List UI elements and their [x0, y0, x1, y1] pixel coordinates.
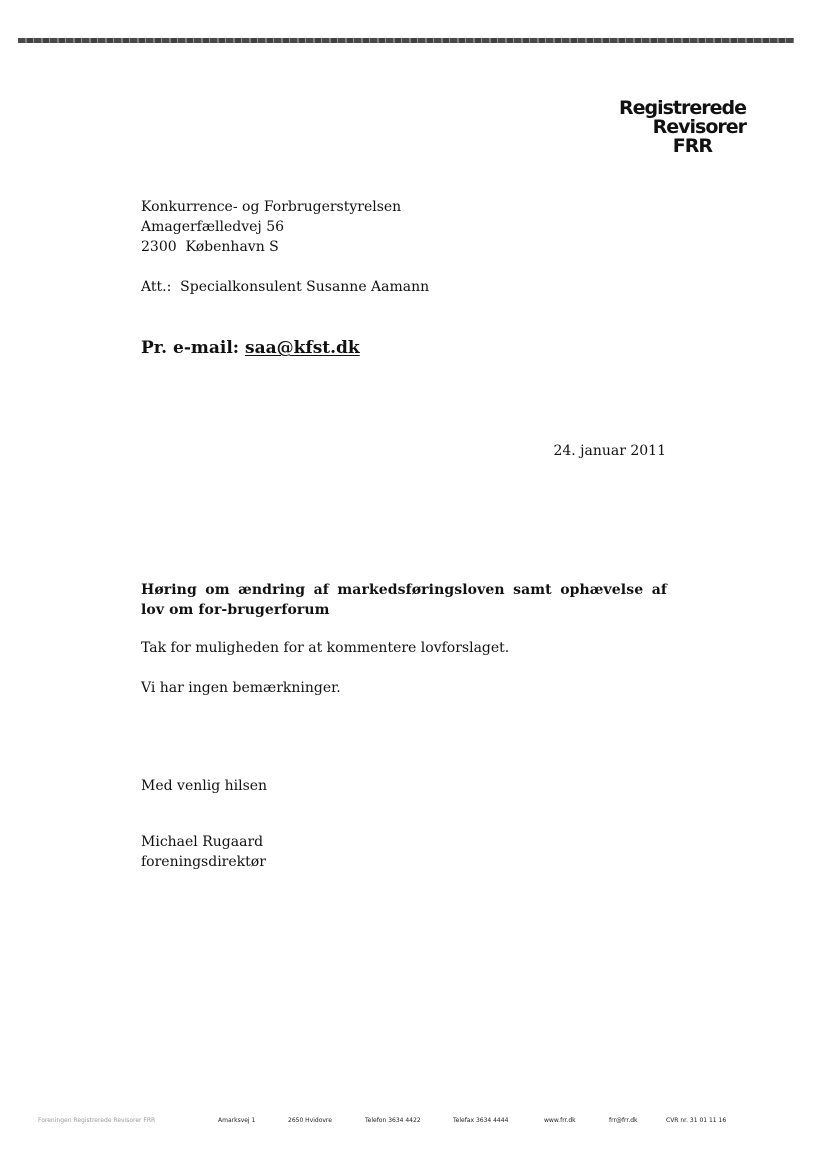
letter-subject: Høring om ændring af markedsføringsloven samt ophævelse af lov om for-brugerforum [141, 582, 667, 618]
email-line [141, 337, 360, 359]
letterhead-footer [38, 1115, 758, 1127]
footer-city: 2650 Hvidovre [288, 1117, 332, 1124]
frr-logo [600, 99, 746, 156]
letter-date: 24. januar 2011 [553, 443, 666, 459]
footer-phone: Telefon 3634 4422 [365, 1117, 421, 1124]
recipient-name: Konkurrence- og Forbrugerstyrelsen [141, 199, 402, 215]
email-link[interactable]: saa@kfst.dk [245, 338, 360, 358]
footer-cvr: CVR nr. 31 01 11 16 [666, 1117, 727, 1124]
recipient-city: 2300 København S [141, 239, 279, 255]
email-label: Pr. e-mail: [141, 338, 240, 358]
logo-line-1: Registrerede [618, 97, 746, 119]
logo-line-3: FRR [672, 135, 712, 157]
attention-line: Att.: Specialkonsulent Susanne Aamann [141, 279, 430, 295]
recipient-address [141, 197, 401, 257]
body-paragraph-1: Tak for muligheden for at kommentere lovforslaget. [141, 640, 510, 656]
signatory-title: foreningsdirektør [141, 854, 266, 870]
signatory-name: Michael Rugaard [141, 834, 264, 850]
logo-line-2: Revisorer [652, 116, 746, 138]
body-paragraph-2: Vi har ingen bemærkninger. [141, 680, 341, 696]
footer-web[interactable]: www.frr.dk [544, 1117, 576, 1124]
scan-header-bar [18, 38, 794, 43]
footer-mail[interactable]: frr@frr.dk [609, 1117, 638, 1124]
closing-salutation: Med venlig hilsen [141, 778, 268, 794]
recipient-street: Amagerfælledvej 56 [141, 219, 285, 235]
signature-block [141, 832, 266, 872]
footer-fax: Telefax 3634 4444 [453, 1117, 509, 1124]
footer-org: Foreningen Registrerede Revisorer FRR [38, 1117, 156, 1124]
footer-street: Amarksvej 1 [218, 1117, 256, 1124]
